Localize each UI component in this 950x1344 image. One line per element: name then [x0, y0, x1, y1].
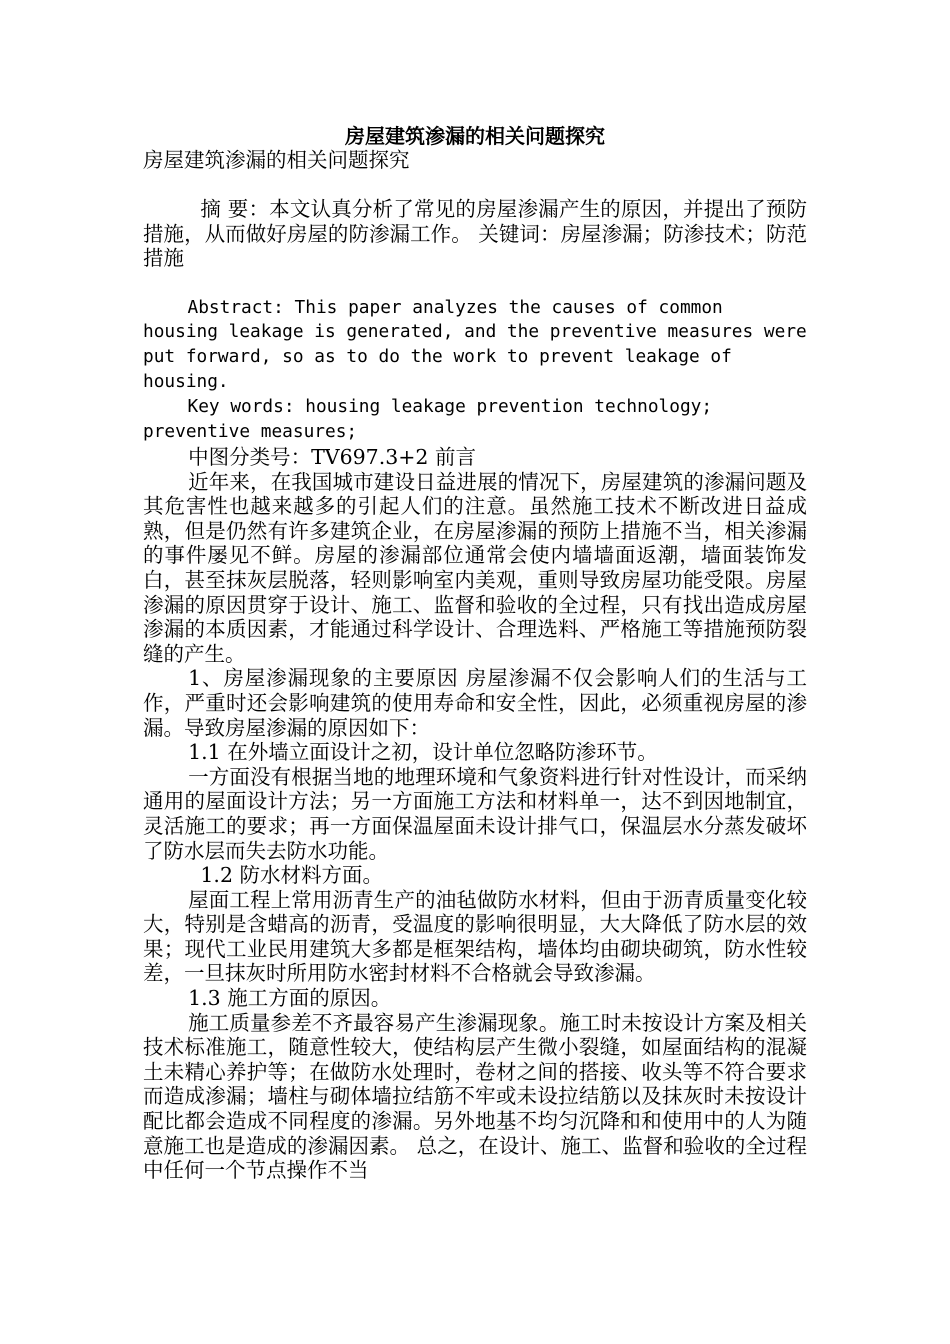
- document-body: [143, 148, 807, 1183]
- section-1-paragraph: 1、房屋渗漏现象的主要原因 房屋渗漏不仅会影响人们的生活与工作，严重时还会影响建筑的使用寿命和安全性，因此，必须重视房屋的渗漏。导致房屋渗漏的原因如下：: [143, 666, 807, 740]
- paragraph-1-1: 一方面没有根据当地的地理环境和气象资料进行针对性设计，而采纳通用的屋面设计方法；另一方面施工方法和材料单一，达不到因地制宜，灵活施工的要求；再一方面保温屋面未设计排气口，保温层水分蒸发破坏了防水层而失去防水功能。: [143, 764, 807, 863]
- abstract-english: Abstract: This paper analyzes the causes of common housing leakage is generated, and the preventive measures were put forward, so as to do the work to prevent leakage of housing.: [143, 296, 807, 393]
- heading-1-2: 1.2 防水材料方面。: [200, 863, 384, 888]
- paragraph-1-2: 屋面工程上常用沥青生产的油毡做防水材料，但由于沥青质量变化较大，特别是含蜡高的沥青，受温度的影响很明显，大大降低了防水层的效果；现代工业民用建筑大多都是框架结构，墙体均由砌块砌筑，防水性较差，一旦抹灰时所用防水密封材料不合格就会导致渗漏。: [143, 887, 807, 986]
- classification-line: 中图分类号：TV697.3+2 前言: [188, 445, 476, 469]
- intro-paragraph: 近年来，在我国城市建设日益进展的情况下，房屋建筑的渗漏问题及其危害性也越来越多的引起人们的注意。虽然施工技术不断改进日益成熟，但是仍然有许多建筑企业，在房屋渗漏的预防上措施不当，相关渗漏的事件屡见不鲜。房屋的渗漏部位通常会使内墙墙面返潮，墙面装饰发白，甚至抹灰层脱落，轻则影响室内美观，重则导致房屋功能受限。房屋渗漏的原因贯穿于设计、施工、监督和验收的全过程，只有找出造成房屋渗漏的本质因素，才能通过科学设计、合理选料、严格施工等措施预防裂缝的产生。: [143, 469, 807, 666]
- blank-line: [143, 173, 807, 198]
- paragraph-1-3: 施工质量参差不齐最容易产生渗漏现象。施工时未按设计方案及相关技术标准施工，随意性较大，使结构层产生微小裂缝，如屋面结构的混凝土未精心养护等；在做防水处理时，卷材之间的搭接、收头等不符合要求而造成渗漏；墙柱与砌体墙拉结筋不牢或未设拉结筋以及抹灰时未按设计配比都会造成不同程度的渗漏。另外地基不均匀沉降和和使用中的人为随意施工也是造成的渗漏因素。 总之，在设计、施工、监督和验收的全过程中任何一个节点操作不当: [143, 1010, 807, 1183]
- blank-line: [143, 271, 807, 296]
- heading-1-3: 1.3 施工方面的原因。: [188, 986, 392, 1011]
- keywords-english: Key words: housing leakage prevention technology; preventive measures;: [143, 396, 713, 443]
- abstract-chinese: 摘 要：本文认真分析了常见的房屋渗漏产生的原因，并提出了预防措施，从而做好房屋的防渗漏工作。 关键词：房屋渗漏；防渗技术；防范措施: [143, 197, 807, 271]
- heading-1-1: 1.1 在外墙立面设计之初，设计单位忽略防渗环节。: [188, 740, 658, 765]
- document-title: 房屋建筑渗漏的相关问题探究: [345, 124, 605, 148]
- document-subtitle: 房屋建筑渗漏的相关问题探究: [143, 148, 410, 172]
